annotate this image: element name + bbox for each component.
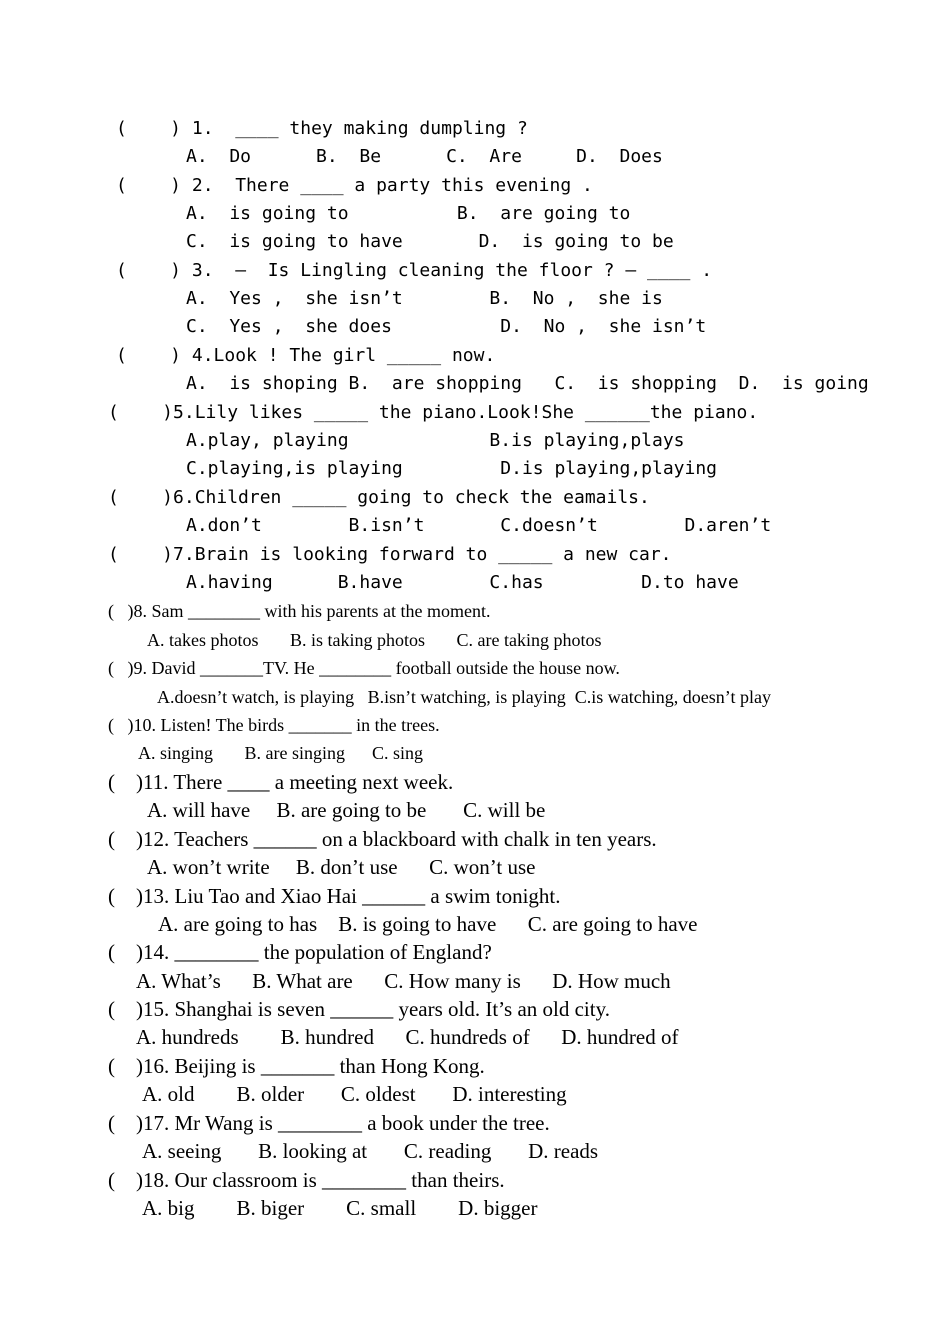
question-2: ( ) 2. There ____ a party this evening . <box>116 175 593 196</box>
question-18: ( )18. Our classroom is ________ than theirs. <box>108 1168 505 1192</box>
question-5: ( )5.Lily likes _____ the piano.Look!She ______the piano. <box>108 402 759 423</box>
question-17: ( )17. Mr Wang is ________ a book under the tree. <box>108 1111 550 1135</box>
question-10: ( )10. Listen! The birds _______ in the trees. <box>108 715 440 735</box>
question-13: ( )13. Liu Tao and Xiao Hai ______ a swim tonight. <box>108 884 561 908</box>
question-9: ( )9. David _______TV. He ________ football outside the house now. <box>108 658 620 678</box>
question-2-options-row-1: A. is going to B. are going to <box>186 203 631 224</box>
question-2-options-row-2: C. is going to have D. is going to be <box>186 231 674 252</box>
question-6-options: A.don’t B.isn’t C.doesn’t D.aren’t <box>186 515 772 536</box>
question-1-options: A. Do B. Be C. Are D. Does <box>186 146 663 167</box>
question-3: ( ) 3. – Is Lingling cleaning the floor ? – ____ . <box>116 260 713 281</box>
question-8-options: A. takes photos B. is taking photos C. are taking photos <box>147 630 602 650</box>
question-5-options-row-1: A.play, playing B.is playing,plays <box>186 430 685 451</box>
question-4-options: A. is shoping B. are shopping C. is shopping D. is going <box>186 373 869 394</box>
question-7: ( )7.Brain is looking forward to _____ a new car. <box>108 544 672 565</box>
question-3-options-row-2: C. Yes , she does D. No , she isn’t <box>186 316 707 337</box>
question-15-options: A. hundreds B. hundred C. hundreds of D. hundred of <box>136 1025 679 1049</box>
question-12-options: A. won’t write B. don’t use C. won’t use <box>147 855 536 879</box>
question-10-options: A. singing B. are singing C. sing <box>138 743 424 763</box>
question-16: ( )16. Beijing is _______ than Hong Kong. <box>108 1054 485 1078</box>
question-1: ( ) 1. ____ they making dumpling ? <box>116 118 528 139</box>
question-14-options: A. What’s B. What are C. How many is D. How much <box>136 969 671 993</box>
question-16-options: A. old B. older C. oldest D. interesting <box>142 1082 567 1106</box>
question-13-options: A. are going to has B. is going to have C. are going to have <box>158 912 698 936</box>
question-11: ( )11. There ____ a meeting next week. <box>108 770 454 794</box>
question-4: ( ) 4.Look ! The girl _____ now. <box>116 345 496 366</box>
question-7-options: A.having B.have C.has D.to have <box>186 572 739 593</box>
question-3-options-row-1: A. Yes , she isn’t B. No , she is <box>186 288 663 309</box>
question-11-options: A. will have B. are going to be C. will be <box>147 798 546 822</box>
question-12: ( )12. Teachers ______ on a blackboard with chalk in ten years. <box>108 827 657 851</box>
question-17-options: A. seeing B. looking at C. reading D. reads <box>142 1139 599 1163</box>
question-18-options: A. big B. biger C. small D. bigger <box>142 1196 538 1220</box>
question-6: ( )6.Children _____ going to check the eamails. <box>108 487 650 508</box>
question-5-options-row-2: C.playing,is playing D.is playing,playing <box>186 458 718 479</box>
question-9-options: A.doesn’t watch, is playing B.isn’t watching, is playing C.is watching, doesn’t play <box>157 687 771 707</box>
question-15: ( )15. Shanghai is seven ______ years old. It’s an old city. <box>108 997 610 1021</box>
question-8: ( )8. Sam ________ with his parents at the moment. <box>108 601 491 621</box>
question-14: ( )14. ________ the population of England? <box>108 940 492 964</box>
